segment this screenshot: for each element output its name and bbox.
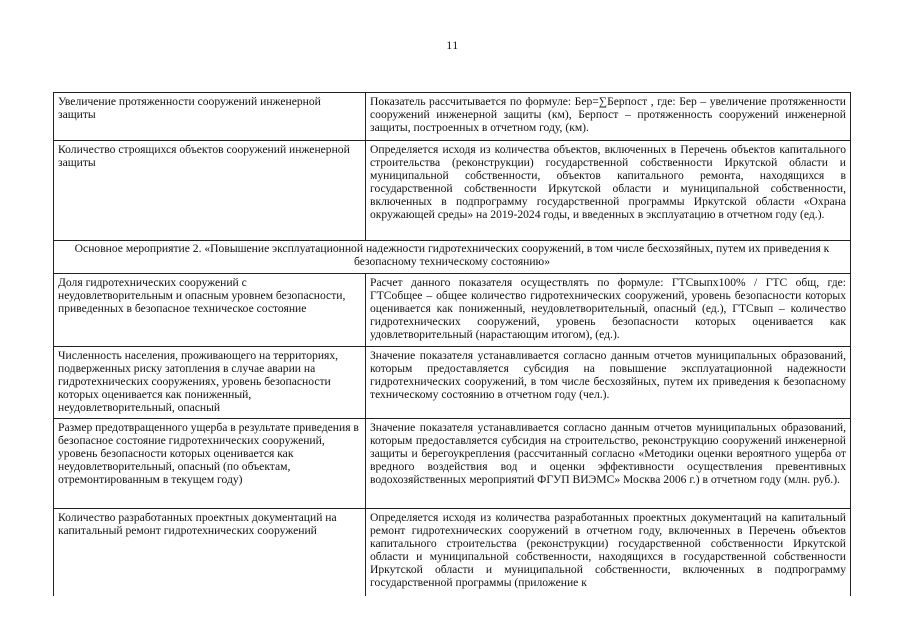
- section-heading-cell: Основное мероприятие 2. «Повышение эксплуатационной надежности гидротехнических сооружений, в том числе бесхозяйных, путем их приведения к безопасному техническому состоянию»: [54, 241, 851, 274]
- method-cell: Показатель рассчитывается по формуле: Бер=∑Берпост , где: Бер – увеличение протяженности сооружений инженерной защиты (км), Берпост – протяженность сооружений инженерной защиты, построенных в отчетном году, (км).: [366, 93, 851, 141]
- method-cell: Значение показателя устанавливается согласно данным отчетов муниципальных образований, которым предоставляется субсидия на строительство, реконструкцию сооружений инженерной защиты и берегоукрепления (рассчитанный согласно «Методики оценки вероятного ущерба от вредного воздействия вод и оценки эффективности осуществления превентивных водохозяйственных мероприятий ФГУП ВИЭМС» Москва 2006 г.) в отчетном году (млн. руб.).: [366, 419, 851, 509]
- table-row: [54, 509, 851, 596]
- method-cell: Определяется исходя из количества объектов, включенных в Перечень объектов капитального строительства (реконструкции) государственной собственности Иркутской области и муниципальной собственности, объектов капитального ремонта, находящихся в государственной собственности Иркутской области и муниципальной собственности, включенных в подпрограмму государственной программы Иркутской области «Охрана окружающей среды» на 2019-2024 годы, и введенных в эксплуатацию в отчетном году (ед.).: [366, 141, 851, 241]
- indicator-cell: Размер предотвращенного ущерба в результате приведения в безопасное состояние гидротехнических сооружений, уровень безопасности которых оценивается как неудовлетворительный, опасный (по объектам, отремонтированным в текущем году): [54, 419, 366, 509]
- table-row: [54, 141, 851, 241]
- indicators-table: [53, 92, 851, 596]
- table-row: [54, 241, 851, 274]
- table-row: [54, 419, 851, 509]
- method-cell: Определяется исходя из количества разработанных проектных документаций на капитальный ремонт гидротехнических сооружений в отчетном году, включенных в Перечень объектов капитального строительства (реконструкции) государственной собственности Иркутской области и муниципальной собственности, находящихся в государственной собственности Иркутской области и муниципальной собственности, включенных в подпрограмму государственной программы (приложение к: [366, 509, 851, 596]
- indicator-cell: Доля гидротехнических сооружений с неудовлетворительным и опасным уровнем безопасности, приведенных в безопасное техническое состояние: [54, 274, 366, 347]
- table-row: [54, 93, 851, 141]
- page-number: 11: [446, 38, 459, 52]
- indicator-cell: Увеличение протяженности сооружений инженерной защиты: [54, 93, 366, 141]
- indicator-cell: Численность населения, проживающего на территориях, подверженных риску затопления в случае аварии на гидротехнических сооружениях, уровень безопасности которых оценивается как пониженный, неудовлетворительный, опасный: [54, 347, 366, 419]
- table-row: [54, 274, 851, 347]
- indicator-cell: Количество разработанных проектных документаций на капитальный ремонт гидротехнических сооружений: [54, 509, 366, 596]
- method-cell: Значение показателя устанавливается согласно данным отчетов муниципальных образований, которым предоставляется субсидия на повышение эксплуатационной надежности гидротехнических сооружений, в том числе бесхозяйных, путем их приведения к безопасному техническому состоянию в отчетном году (чел.).: [366, 347, 851, 419]
- indicator-cell: Количество строящихся объектов сооружений инженерной защиты: [54, 141, 366, 241]
- method-cell: Расчет данного показателя осуществлять по формуле: ГТСвыпx100% / ГТС общ, где: ГТСобщее – общее количество гидротехнических сооружений, уровень безопасности которых оценивается как пониженный, неудовлетворительный, опасный (ед.), ГТСвып – количество гидротехнических сооружений, уровень безопасности которых оценивается как удовлетворительный (нарастающим итогом), (ед.).: [366, 274, 851, 347]
- table-row: [54, 347, 851, 419]
